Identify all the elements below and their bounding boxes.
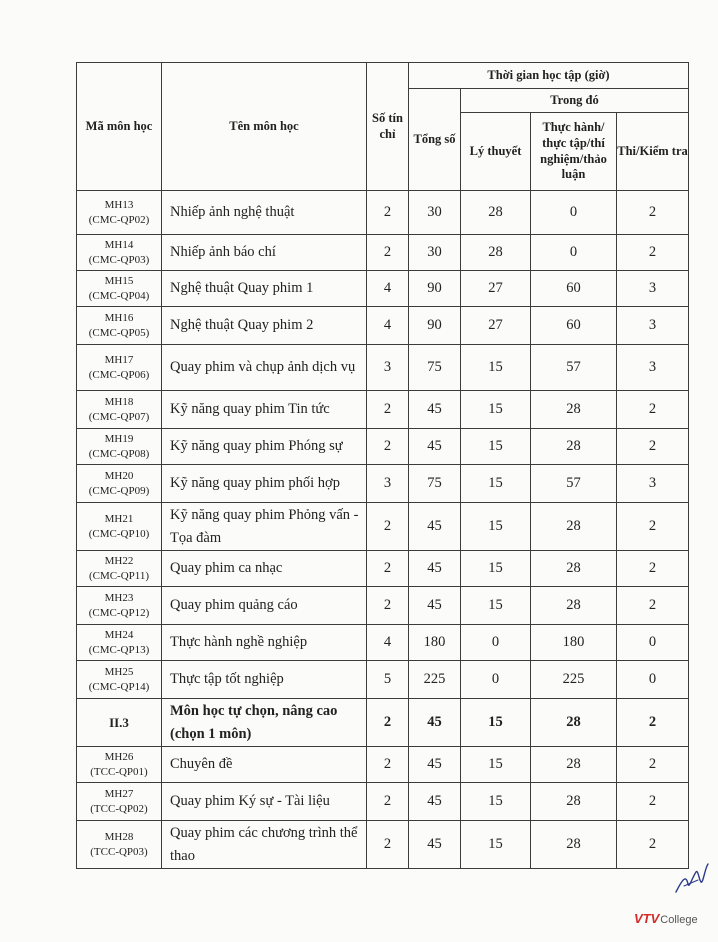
course-code: MH18 — [104, 395, 134, 408]
cell-exam-hours: 2 — [617, 747, 689, 783]
cell-code — [77, 783, 162, 821]
cell-theory-hours: 0 — [461, 661, 531, 699]
cell-practice-hours: 57 — [531, 465, 617, 503]
cell-course-name: Quay phim Ký sự - Tài liệu — [162, 783, 367, 821]
course-code: MH19 — [104, 432, 134, 445]
course-code-detail: (CMC-QP10) — [88, 527, 150, 540]
table-row — [77, 503, 689, 551]
cell-exam-hours: 2 — [617, 783, 689, 821]
cell-exam-hours: 3 — [617, 345, 689, 391]
cell-course-name: Nhiếp ảnh báo chí — [162, 235, 367, 271]
cell-credits: 2 — [367, 821, 409, 869]
cell-total-hours: 30 — [409, 191, 461, 235]
cell-course-name: Nghệ thuật Quay phim 1 — [162, 271, 367, 307]
cell-total-hours: 90 — [409, 271, 461, 307]
table-row — [77, 465, 689, 503]
cell-theory-hours: 27 — [461, 271, 531, 307]
cell-theory-hours: 15 — [461, 503, 531, 551]
table-row — [77, 345, 689, 391]
cell-total-hours: 75 — [409, 465, 461, 503]
cell-exam-hours: 2 — [617, 391, 689, 429]
cell-course-name: Kỹ năng quay phim Tin tức — [162, 391, 367, 429]
cell-total-hours: 45 — [409, 821, 461, 869]
cell-practice-hours: 28 — [531, 783, 617, 821]
cell-exam-hours: 0 — [617, 625, 689, 661]
course-code: II.3 — [109, 714, 129, 730]
header-code: Mã môn học — [77, 63, 162, 191]
cell-practice-hours: 28 — [531, 699, 617, 747]
cell-code — [77, 191, 162, 235]
course-code-detail: (CMC-QP04) — [88, 289, 150, 302]
course-code-detail: (CMC-QP06) — [88, 368, 150, 381]
course-code: MH20 — [104, 469, 134, 482]
cell-exam-hours: 3 — [617, 307, 689, 345]
cell-total-hours: 90 — [409, 307, 461, 345]
cell-theory-hours: 15 — [461, 345, 531, 391]
cell-course-name: Thực tập tốt nghiệp — [162, 661, 367, 699]
cell-theory-hours: 15 — [461, 391, 531, 429]
header-practice: Thực hành/ thực tập/thí nghiệm/thảo luận — [531, 113, 617, 191]
cell-credits: 2 — [367, 235, 409, 271]
course-code: MH27 — [104, 787, 134, 800]
cell-credits: 2 — [367, 587, 409, 625]
cell-theory-hours: 27 — [461, 307, 531, 345]
cell-total-hours: 225 — [409, 661, 461, 699]
cell-code — [77, 429, 162, 465]
table-header — [77, 63, 689, 191]
course-code: MH16 — [104, 311, 134, 324]
cell-code — [77, 465, 162, 503]
cell-course-name: Kỹ năng quay phim phối hợp — [162, 465, 367, 503]
course-code-detail: (CMC-QP02) — [88, 213, 150, 226]
table-row — [77, 587, 689, 625]
course-code: MH25 — [104, 665, 134, 678]
course-code-detail: (CMC-QP12) — [88, 606, 150, 619]
cell-course-name: Quay phim các chương trình thể thao — [162, 821, 367, 869]
course-code: MH26 — [104, 750, 134, 763]
cell-practice-hours: 28 — [531, 551, 617, 587]
course-code-detail: (CMC-QP07) — [88, 410, 150, 423]
cell-total-hours: 45 — [409, 551, 461, 587]
table-row — [77, 235, 689, 271]
cell-credits: 2 — [367, 191, 409, 235]
cell-code — [77, 699, 162, 747]
curriculum-table — [76, 62, 689, 869]
cell-code — [77, 503, 162, 551]
cell-theory-hours: 15 — [461, 551, 531, 587]
cell-credits: 5 — [367, 661, 409, 699]
cell-credits: 4 — [367, 625, 409, 661]
cell-credits: 4 — [367, 307, 409, 345]
header-subgroup: Trong đó — [461, 89, 689, 113]
cell-practice-hours: 225 — [531, 661, 617, 699]
course-code-detail: (TCC-QP02) — [90, 802, 148, 815]
cell-credits: 3 — [367, 465, 409, 503]
table-body — [77, 191, 689, 869]
course-code-detail: (CMC-QP13) — [88, 643, 150, 656]
table-row — [77, 783, 689, 821]
cell-exam-hours: 2 — [617, 235, 689, 271]
cell-practice-hours: 180 — [531, 625, 617, 661]
cell-theory-hours: 15 — [461, 429, 531, 465]
course-code: MH23 — [104, 591, 134, 604]
table-row — [77, 307, 689, 345]
cell-total-hours: 75 — [409, 345, 461, 391]
cell-theory-hours: 15 — [461, 587, 531, 625]
cell-code — [77, 747, 162, 783]
course-code: MH14 — [104, 238, 134, 251]
cell-total-hours: 45 — [409, 699, 461, 747]
course-code: MH21 — [104, 512, 134, 525]
logo-brand: VTV — [634, 911, 660, 926]
cell-code — [77, 661, 162, 699]
vtv-college-logo — [634, 910, 714, 932]
cell-code — [77, 271, 162, 307]
table-row — [77, 191, 689, 235]
cell-exam-hours: 2 — [617, 503, 689, 551]
cell-practice-hours: 60 — [531, 307, 617, 345]
cell-practice-hours: 28 — [531, 747, 617, 783]
cell-code — [77, 821, 162, 869]
course-code-detail: (CMC-QP03) — [88, 253, 150, 266]
cell-total-hours: 45 — [409, 587, 461, 625]
cell-practice-hours: 28 — [531, 587, 617, 625]
course-code-detail: (CMC-QP08) — [88, 447, 150, 460]
course-code-detail: (TCC-QP01) — [90, 765, 148, 778]
course-code: MH15 — [104, 274, 134, 287]
cell-practice-hours: 60 — [531, 271, 617, 307]
course-code-detail: (CMC-QP14) — [88, 680, 150, 693]
cell-practice-hours: 0 — [531, 235, 617, 271]
cell-credits: 2 — [367, 699, 409, 747]
cell-exam-hours: 2 — [617, 821, 689, 869]
cell-total-hours: 30 — [409, 235, 461, 271]
course-code-detail: (CMC-QP09) — [88, 484, 150, 497]
course-code: MH24 — [104, 628, 134, 641]
cell-code — [77, 551, 162, 587]
cell-code — [77, 235, 162, 271]
course-code: MH28 — [104, 830, 134, 843]
table-row — [77, 429, 689, 465]
cell-credits: 2 — [367, 429, 409, 465]
cell-course-name: Nghệ thuật Quay phim 2 — [162, 307, 367, 345]
cell-credits: 3 — [367, 345, 409, 391]
cell-course-name: Chuyên đề — [162, 747, 367, 783]
handwritten-signature-icon — [672, 858, 712, 898]
cell-code — [77, 587, 162, 625]
cell-credits: 2 — [367, 503, 409, 551]
cell-course-name: Quay phim ca nhạc — [162, 551, 367, 587]
cell-exam-hours: 3 — [617, 465, 689, 503]
course-code-detail: (TCC-QP03) — [90, 845, 148, 858]
cell-course-name: Kỹ năng quay phim Phỏng vấn - Tọa đàm — [162, 503, 367, 551]
cell-course-name: Quay phim quảng cáo — [162, 587, 367, 625]
cell-theory-hours: 15 — [461, 783, 531, 821]
course-code: MH13 — [104, 198, 134, 211]
logo-suffix: College — [660, 914, 698, 926]
course-code-detail: (CMC-QP11) — [88, 569, 150, 582]
cell-practice-hours: 28 — [531, 503, 617, 551]
cell-exam-hours: 2 — [617, 191, 689, 235]
cell-exam-hours: 2 — [617, 551, 689, 587]
table-row — [77, 271, 689, 307]
cell-exam-hours: 0 — [617, 661, 689, 699]
cell-theory-hours: 28 — [461, 191, 531, 235]
cell-theory-hours: 15 — [461, 747, 531, 783]
cell-code — [77, 345, 162, 391]
cell-course-name: Kỹ năng quay phim Phóng sự — [162, 429, 367, 465]
cell-credits: 2 — [367, 747, 409, 783]
header-theory: Lý thuyết — [461, 113, 531, 191]
cell-total-hours: 45 — [409, 503, 461, 551]
cell-course-name: Quay phim và chụp ảnh dịch vụ — [162, 345, 367, 391]
course-code: MH22 — [104, 554, 134, 567]
header-credits: Số tín chỉ — [367, 63, 409, 191]
cell-exam-hours: 2 — [617, 429, 689, 465]
header-name: Tên môn học — [162, 63, 367, 191]
cell-theory-hours: 0 — [461, 625, 531, 661]
table-row — [77, 391, 689, 429]
cell-credits: 2 — [367, 783, 409, 821]
cell-total-hours: 45 — [409, 391, 461, 429]
cell-code — [77, 391, 162, 429]
cell-theory-hours: 15 — [461, 465, 531, 503]
cell-theory-hours: 15 — [461, 699, 531, 747]
cell-exam-hours: 2 — [617, 699, 689, 747]
cell-theory-hours: 28 — [461, 235, 531, 271]
cell-credits: 2 — [367, 391, 409, 429]
table-row — [77, 551, 689, 587]
table-row — [77, 747, 689, 783]
course-code-detail: (CMC-QP05) — [88, 326, 150, 339]
cell-credits: 4 — [367, 271, 409, 307]
cell-total-hours: 45 — [409, 747, 461, 783]
table-row — [77, 699, 689, 747]
cell-exam-hours: 3 — [617, 271, 689, 307]
cell-code — [77, 625, 162, 661]
cell-course-name: Môn học tự chọn, nâng cao (chọn 1 môn) — [162, 699, 367, 747]
header-time-group: Thời gian học tập (giờ) — [409, 63, 689, 89]
cell-practice-hours: 57 — [531, 345, 617, 391]
header-exam: Thi/Kiểm tra — [617, 113, 689, 191]
header-total: Tổng số — [409, 89, 461, 191]
cell-practice-hours: 28 — [531, 821, 617, 869]
cell-total-hours: 180 — [409, 625, 461, 661]
cell-course-name: Nhiếp ảnh nghệ thuật — [162, 191, 367, 235]
cell-course-name: Thực hành nghề nghiệp — [162, 625, 367, 661]
cell-exam-hours: 2 — [617, 587, 689, 625]
cell-practice-hours: 28 — [531, 429, 617, 465]
table-row — [77, 661, 689, 699]
cell-practice-hours: 28 — [531, 391, 617, 429]
table-row — [77, 821, 689, 869]
cell-credits: 2 — [367, 551, 409, 587]
cell-code — [77, 307, 162, 345]
cell-practice-hours: 0 — [531, 191, 617, 235]
course-code: MH17 — [104, 353, 134, 366]
table-row — [77, 625, 689, 661]
cell-total-hours: 45 — [409, 783, 461, 821]
cell-total-hours: 45 — [409, 429, 461, 465]
cell-theory-hours: 15 — [461, 821, 531, 869]
